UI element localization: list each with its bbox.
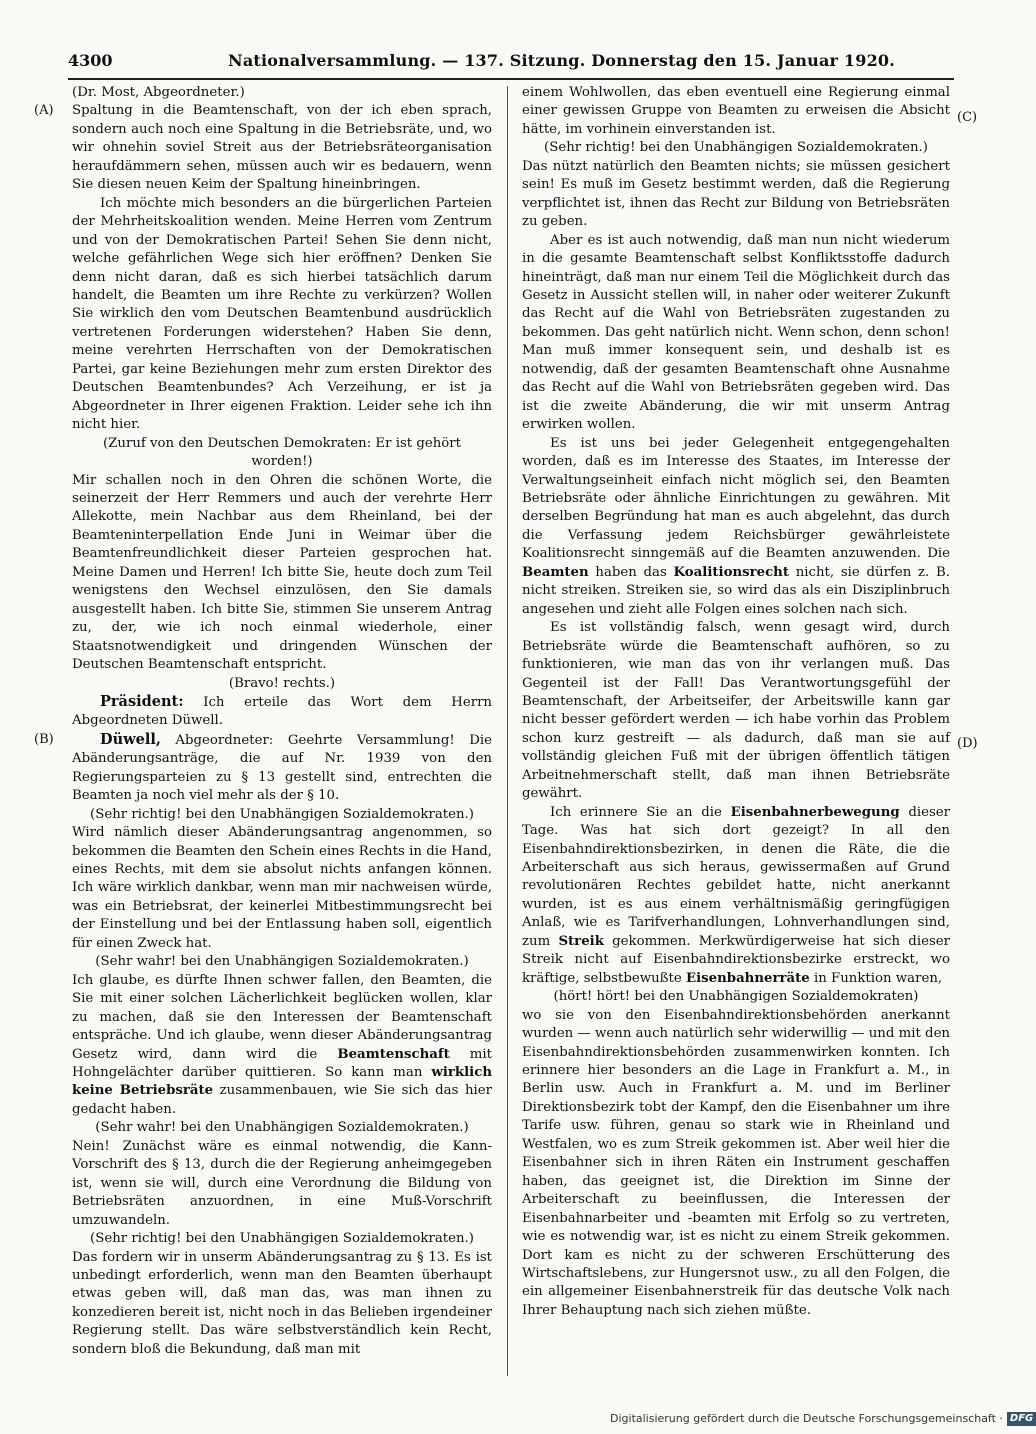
interjection: (Bravo! rechts.) xyxy=(228,675,336,691)
interjection: (Sehr richtig! bei den Unabhängigen Sozialdemokraten.) xyxy=(90,1231,474,1247)
paragraph: Spaltung in die Beamtenschaft, von der ich eben sprach, sondern auch noch eine Spaltung in die Betriebsräte, und, wo wir ohnehin soviel Streit aus der Betriebsräteorganisation heraufdämmern sehen, müssen auch wir es bedauern, wenn Sie diesen neuen Keim der Spaltung hineinbringen. xyxy=(72,103,492,193)
running-title: Nationalversammlung. — 137. Sitzung. Donnerstag den 15. Januar 1920. xyxy=(228,51,896,70)
emphasis: wirklich keine Betriebsräte xyxy=(72,1065,492,1099)
text-run: zusammenbauen, wie Sie sich das hier gedacht haben. xyxy=(72,1083,492,1117)
column-divider xyxy=(507,86,508,1376)
interjection: (Sehr wahr! bei den Unabhängigen Sozialdemokraten.) xyxy=(95,954,469,970)
margin-marker-b: (B) xyxy=(34,732,54,747)
text-run: in Funktion waren, xyxy=(809,970,943,986)
digitization-credit xyxy=(610,1410,1034,1428)
paragraph xyxy=(522,804,950,989)
emphasis: Eisenbahnerräte xyxy=(685,970,810,986)
speaker-name: Düwell, xyxy=(100,730,161,748)
paragraph: Das nützt natürlich den Beamten nichts; sie müssen gesichert sein! Es muß im Gesetz bestimmt werden, daß die Regierung verpflichtet ist, ihnen das Recht zur Bildung von Betriebsräten zu geben. xyxy=(522,158,950,230)
margin-marker-a: (A) xyxy=(34,103,54,118)
right-column xyxy=(522,84,950,1384)
interjection: (Sehr richtig! bei den Unabhängigen Sozialdemokraten.) xyxy=(544,140,928,156)
text-run: nicht, sie dürfen z. B. nicht streiken. Streiken sie, so wird das als ein Disziplinbruch angesehen und zieht alle Folgen eines solchen nach sich. xyxy=(522,564,950,617)
emphasis: Koalitionsrecht xyxy=(673,564,789,580)
speaker-paragraph xyxy=(72,731,492,806)
speech-text: Abgeordneter: Geehrte Versammlung! Die Abänderungsanträge, die auf Nr. 1939 von den Regierungsparteien zu § 13 gestellt sind, entrechten die Beamten ja noch viel mehr als der § 10. xyxy=(72,732,492,804)
paragraph xyxy=(522,435,950,620)
interjection: (Zuruf von den Deutschen Demokraten: Er ist gehört worden!) xyxy=(102,435,462,470)
paragraph: Es ist vollständig falsch, wenn gesagt wird, durch Betriebsräte würde die Beamtenschaft aufhören, so zu funktionieren, wie man das von ihr verlangen muß. Das Gegenteil ist der Fall! Das Verantwortungsgefühl der Beamtenschaft, der Arbeitseifer, der Arbeitswille kann gar nicht besser gefördert werden — ich habe vorhin das Problem schon kurz gestreift — als dadurch, daß man sie auf vollständig gleichen Fuß mit der übrigen öffentlich tätigen Arbeitnehmerschaft stellt, daß man ihnen Betriebsräte gewährt. xyxy=(522,620,950,802)
emphasis: Beamten xyxy=(522,564,589,580)
left-column xyxy=(72,84,492,1384)
interjection: (Sehr richtig! bei den Unabhängigen Sozialdemokraten.) xyxy=(90,806,474,822)
margin-marker-d: (D) xyxy=(957,736,978,751)
credit-text: Digitalisierung gefördert durch die Deutsche Forschungsgemeinschaft · xyxy=(610,1412,1003,1425)
text-run: mit Hohngelächter darüber quittieren. So kann man xyxy=(72,1046,492,1081)
emphasis: Beamtenschaft xyxy=(337,1046,450,1062)
text-run: Ich glaube, es dürfte Ihnen schwer fallen, den Beamten, die Sie mit einer solchen Lächerlichkeit beglücken wollen, klar zu machen, daß sie den Interessen der Beamtenschaft entspräche. Und ich glaube, wenn dieser Abänderungsantrag Gesetz wird, dann wird die xyxy=(72,972,492,1062)
margin-marker-c: (C) xyxy=(957,110,978,125)
paragraph: Nein! Zunächst wäre es einmal notwendig, die Kann-Vorschrift des § 13, durch die der Regierung anheimgegeben ist, wenn sie will, durch eine Verordnung die Bildung von Betriebsräten anzuordnen, in eine Muß-Vorschrift umzuwandeln. xyxy=(72,1138,492,1228)
paragraph: Mir schallen noch in den Ohren die schönen Worte, die seinerzeit der Herr Remmers und auch der verehrte Herr Allekotte, mein Nachbar aus dem Rheinland, bei der Beamteninterpellation Ende Juni in Weimar über die Beamtenfreundlichkeit dieser Parteien gesprochen hat. Meine Damen und Herren! Ich bitte Sie, heute doch zum Teil wenigstens den Wechsel einzulösen, den Sie damals ausgestellt haben. Ich bitte Sie, stimmen Sie unserem Antrag zu, der, wie ich noch einmal wiederhole, einer Staatsnotwendigkeit und dringenden Wünschen der Deutschen Beamtenschaft entspricht. xyxy=(72,472,492,673)
dfg-logo: DFG xyxy=(1007,1412,1036,1426)
text-run: gekommen. Merkwürdigerweise hat sich dieser Streik nicht auf Eisenbahndirektionsbezirke erstreckt, wo kräftige, selbstbewußte xyxy=(522,933,950,986)
emphasis: Streik xyxy=(558,933,604,949)
page-header xyxy=(68,48,954,80)
text-run: Es ist uns bei jeder Gelegenheit entgegengehalten worden, daß es im Interesse des Staates, im Interesse der Verwaltungseinheit einfach nicht möglich sei, den Beamten Betriebsräte oder ähnliche Einrichtungen zu gewähren. Mit derselben Begründung hat man es auch abgelehnt, das durch die Verfassung jedem Reichsbürger gewährleistete Koalitionsrecht sinngemäß auf die Beamten anzuwenden. Die xyxy=(522,435,950,562)
paragraph: einem Wohlwollen, das eben eventuell eine Regierung einmal einer gewissen Gruppe von Beamten zu erweisen die Absicht hätte, im vorhinein einverstanden ist. xyxy=(522,85,950,137)
speaker-paragraph xyxy=(72,693,492,731)
paragraph: Aber es ist auch notwendig, daß man nun nicht wiederum in die gesamte Beamtenschaft selbst Konfliktsstoffe dadurch hineinträgt, daß man nur einem Teil die Möglichkeit durch das Gesetz in Aussicht stellen will, in naher oder weiterer Zukunft das Recht auf die Wahl von Betriebsräten zugestanden zu bekommen. Das geht natürlich nicht. Wenn schon, denn schon! Man muß immer konsequent sein, und deshalb ist es notwendig, daß der gesamten Beamtenschaft ohne Ausnahme das Recht auf die Wahl von Betriebsräten gegeben wird. Das ist die zweite Abänderung, die wir mit unserm Antrag erwirken wollen. xyxy=(522,232,950,433)
emphasis: Eisenbahnerbewegung xyxy=(730,804,900,820)
paragraph: Ich möchte mich besonders an die bürgerlichen Parteien der Mehrheitskoalition wenden. Meine Herren vom Zentrum und von der Demokratischen Partei! Sehen Sie denn nicht, welche gefährlichen Wege sich hier eröffnen? Denken Sie denn nicht daran, daß es sich hierbei tatsächlich darum handelt, die Beamten um ihre Rechte zu verkürzen? Wollen Sie wirklich den vom Deutschen Beamtenbund ausdrücklich vertretenen Forderungen widerstehen? Haben Sie denn, meine verehrten Herrschaften von der Demokratischen Partei, gar keine Beziehungen mehr zum ersten Direktor des Deutschen Beamtenbundes? Ach Verzeihung, er ist ja Abgeordneter in Ihrer eigenen Fraktion. Leider sehe ich ihn nicht hier. xyxy=(72,195,492,433)
paragraph: Wird nämlich dieser Abänderungsantrag angenommen, so bekommen die Beamten den Schein eines Rechts in die Hand, eines Rechts, mit dem sie absolut nichts anfangen können. Ich wäre wirklich dankbar, wenn man mir nachweisen würde, was ein Betriebsrat, der keinerlei Mitbestimmungsrecht bei der Einstellung und bei der Entlassung haben soll, eigentlich für einen Zweck hat. xyxy=(72,825,492,951)
speaker-continuation: (Dr. Most, Abgeordneter.) xyxy=(72,85,245,100)
text-run: haben das xyxy=(588,564,674,580)
interjection: (Sehr wahr! bei den Unabhängigen Sozialdemokraten.) xyxy=(95,1120,469,1136)
paragraph xyxy=(72,972,492,1120)
text-run: dieser Tage. Was hat sich dort gezeigt? In all den Eisenbahndirektionsbezirken, in denen die Räte, die die Arbeiterschaft aus sich heraus, gewissermaßen auf Grund revolutionären Rechtes gebildet hatte, nicht anerkannt wurden, ist es aus einem verhältnismäßig geringfügigen Anlaß, wie es Tarifverhandlungen, Lohnverhandlungen sind, zum xyxy=(522,804,951,949)
page-number: 4300 xyxy=(68,51,113,70)
text-run: Ich erinnere Sie an die xyxy=(550,804,731,820)
speaker-name: Präsident: xyxy=(100,692,184,710)
speech-text: Ich erteile das Wort dem Herrn Abgeordneten Düwell. xyxy=(72,694,492,729)
paragraph: wo sie von den Eisenbahndirektionsbehörden anerkannt wurden — wenn auch natürlich sehr widerwillig — und mit den Eisenbahndirektionsbehörden zusammenwirken konnten. Ich erinnere hier besonders an die Lage in Frankfurt a. M., in Berlin usw. Auch in Frankfurt a. M. und im Berliner Direktionsbezirk tobt der Kampf, den die Eisenbahner um ihre Tarife usw. führen, genau so stark wie in Rheinland und Westfalen, wo es zum Streik gekommen ist. Aber weil hier die Eisenbahner sich in ihren Räten ein Instrument geschaffen haben, das geeignet ist, die Direktion im Sinne der Arbeiterschaft zu beeinflussen, die Interessen der Eisenbahnarbeiter und -beamten mit Erfolg so zu vertreten, wie es notwendig war, ist es nicht zu einem Streik gekommen. Dort kam es nicht zu der schweren Erschütterung des Wirtschaftslebens, zur Hungersnot usw., zu all den Folgen, die ein allgemeiner Eisenbahnerstreik für das deutsche Volk nach Ihrer Behauptung nach sich ziehen müßte. xyxy=(522,1007,950,1318)
interjection: (hört! hört! bei den Unabhängigen Sozialdemokraten) xyxy=(553,989,919,1005)
paragraph: Das fordern wir in unserm Abänderungsantrag zu § 13. Es ist unbedingt erforderlich, wenn man den Beamten überhaupt etwas geben will, daß man das, was man ihnen zu konzedieren bereit ist, nicht noch in das Belieben irgendeiner Regierung stellt. Das wäre selbstverständlich kein Recht, sondern bloß die Bekundung, daß man mit xyxy=(72,1249,492,1357)
